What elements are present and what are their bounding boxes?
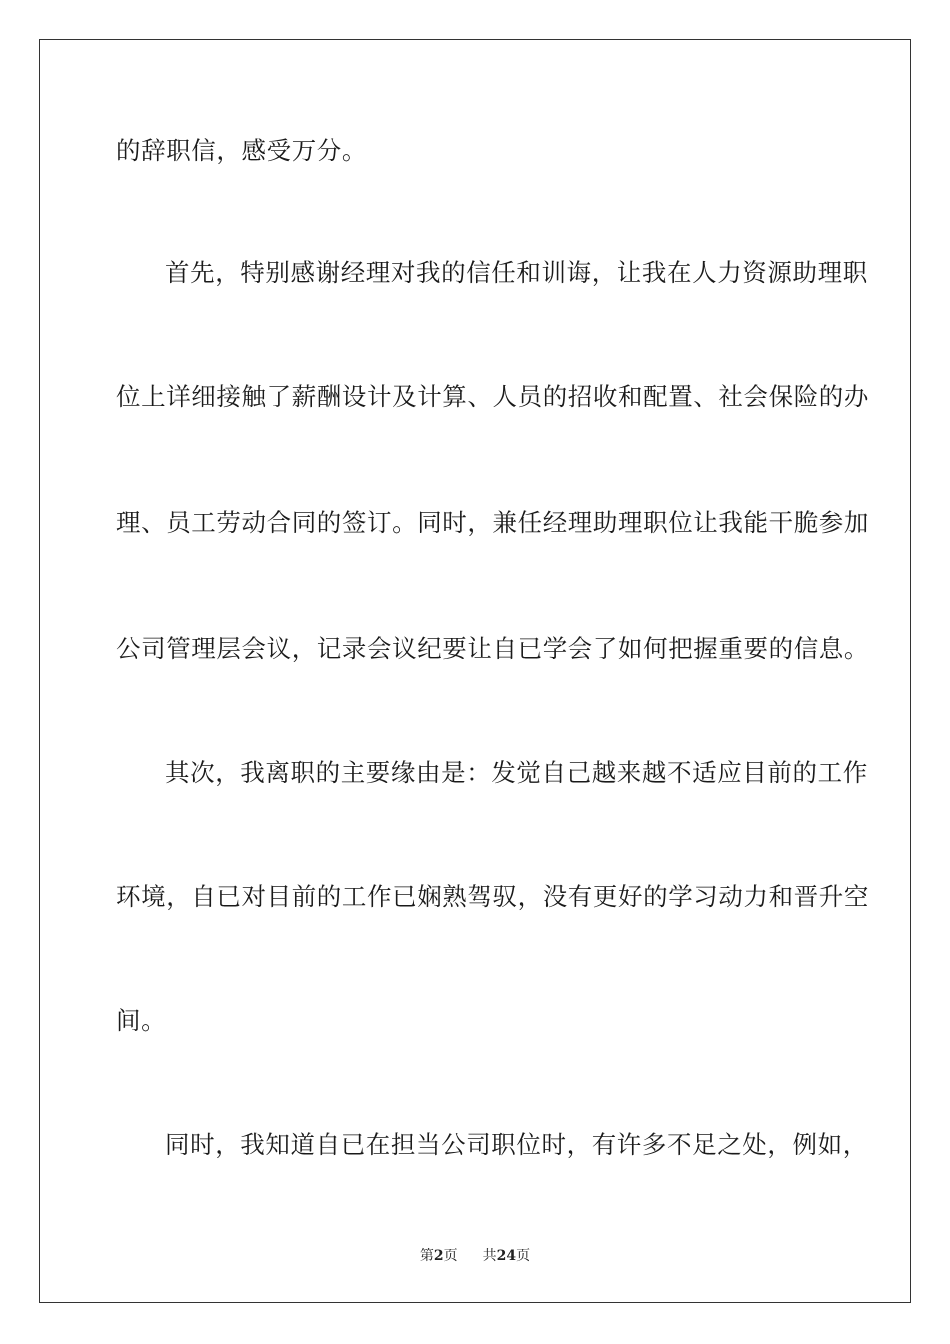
text-line: 公司管理层会议，记录会议纪要让自已学会了如何把握重要的信息。: [116, 634, 869, 663]
page-footer: [0, 1246, 950, 1266]
text-line: 位上详细接触了薪酬设计及计算、人员的招收和配置、社会保险的办: [116, 382, 869, 411]
total-prefix: 共: [482, 1248, 497, 1264]
text-line: 理、员工劳动合同的签订。同时，兼任经理助理职位让我能干脆参加: [116, 508, 869, 537]
paragraph-first-line: 同时，我知道自已在担当公司职位时，有许多不足之处，例如，: [165, 1130, 868, 1159]
text-line: 间。: [116, 1006, 167, 1035]
total-pages: 24: [496, 1248, 517, 1264]
page-number: [420, 1246, 458, 1266]
text-line: 环境，自已对目前的工作已娴熟驾驭，没有更好的学习动力和晋升空: [116, 882, 869, 911]
total-unit: 页: [516, 1248, 531, 1264]
paragraph-first-line: 其次，我离职的主要缘由是：发觉自己越来越不适应目前的工作: [165, 758, 868, 787]
page-unit: 页: [443, 1248, 458, 1264]
text-line: 的辞职信，感受万分。: [116, 136, 367, 165]
page-total: [483, 1246, 530, 1266]
paragraph-first-line: 首先，特别感谢经理对我的信任和训诲，让我在人力资源助理职: [165, 258, 868, 287]
page-border: [39, 39, 911, 1303]
current-page: 2: [433, 1248, 444, 1264]
page-prefix: 第: [419, 1248, 434, 1264]
